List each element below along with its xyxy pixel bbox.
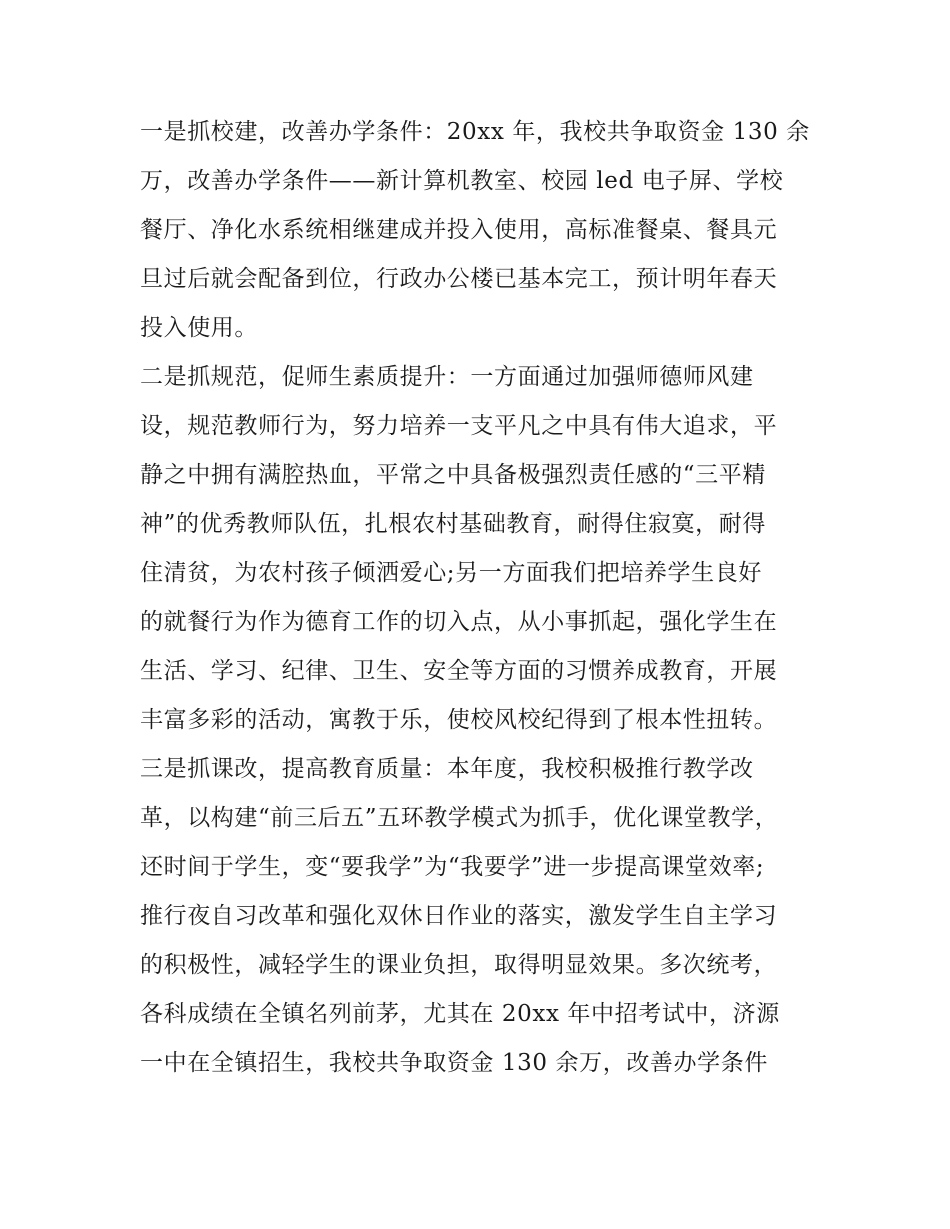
text-line: 生活、学习、纪律、卫生、安全等方面的习惯养成教育，开展 [140, 658, 778, 684]
text-line: 的就餐行为作为德育工作的切入点，从小事抓起，强化学生在 [140, 609, 778, 635]
text-line: 推行夜自习改革和强化双休日作业的落实，激发学生自主学习 [140, 903, 778, 929]
text-line: 静之中拥有满腔热血，平常之中具备极强烈责任感的“三平精 [140, 462, 766, 488]
text-line: 二是抓规范，促师生素质提升：一方面通过加强师德师风建 [140, 364, 754, 390]
text-line: 革，以构建“前三后五”五环教学模式为抓手，优化课堂教学， [140, 805, 779, 831]
text-line: 神”的优秀教师队伍，扎根农村基础教育，耐得住寂寞，耐得 [140, 511, 766, 537]
text-line: 餐厅、净化水系统相继建成并投入使用，高标准餐桌、餐具元 [140, 217, 778, 243]
text-line: 一中在全镇招生，我校共争取资金 130 余万，改善办学条件 [140, 1050, 768, 1076]
text-line: 还时间于学生，变“要我学”为“我要学”进一步提高课堂效率; [140, 854, 765, 880]
document-body [140, 108, 820, 1088]
text-line: 设，规范教师行为，努力培养一支平凡之中具有伟大追求，平 [140, 413, 778, 439]
text-line: 住清贫，为农村孩子倾洒爱心;另一方面我们把培养学生良好 [140, 560, 762, 586]
text-line: 万，改善办学条件——新计算机教室、校园 led 电子屏、学校 [140, 168, 784, 194]
text-line: 三是抓课改，提高教育质量：本年度，我校积极推行教学改 [140, 756, 754, 782]
text-line: 丰富多彩的活动，寓教于乐，使校风校纪得到了根本性扭转。 [140, 707, 778, 733]
text-line: 旦过后就会配备到位，行政办公楼已基本完工，预计明年春天 [140, 266, 778, 292]
text-line: 各科成绩在全镇名列前茅，尤其在 20xx 年中招考试中，济源 [140, 1001, 780, 1027]
text-line: 的积极性，减轻学生的课业负担，取得明显效果。多次统考， [140, 952, 778, 978]
text-line: 一是抓校建，改善办学条件：20xx 年，我校共争取资金 130 余 [140, 119, 810, 145]
text-line: 投入使用。 [140, 315, 258, 341]
